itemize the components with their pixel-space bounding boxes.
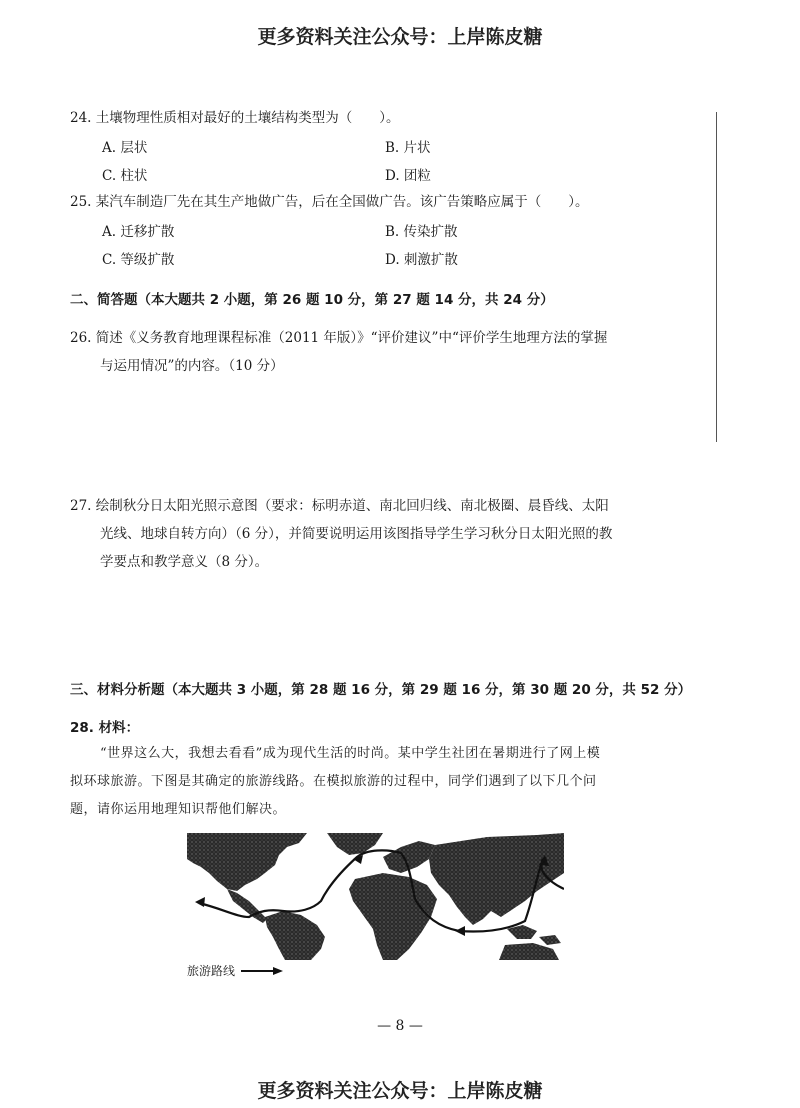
q28-line-1: “世界这么大，我想去看看”成为现代生活的时尚。某中学生社团在暑期进行了网上模: [100, 746, 601, 761]
margin-rule: [716, 112, 717, 442]
q28-line-3: 题，请你运用地理知识帮他们解决。: [70, 802, 287, 817]
world-map-svg: [187, 833, 564, 960]
q24-option-d: D. 团粒: [385, 168, 431, 184]
q27-line-3: 学要点和教学意义（8 分）。: [100, 554, 269, 570]
q24-option-c: C. 柱状: [102, 168, 148, 184]
q28-line-2: 拟环球旅游。下图是其确定的旅游线路。在模拟旅游的过程中，同学们遇到了以下几个问: [70, 774, 597, 789]
page-number: — 8 —: [377, 1018, 423, 1034]
section-3-heading: 三、材料分析题（本大题共 3 小题，第 28 题 16 分，第 29 题 16 分，第 30 题 20 分，共 52 分）: [70, 682, 692, 698]
q25-option-d: D. 刺激扩散: [385, 252, 458, 268]
q24-option-a: A. 层状: [102, 140, 148, 156]
q28-title: 28. 材料：: [70, 720, 140, 736]
q25-option-c: C. 等级扩散: [102, 252, 175, 268]
section-2-heading: 二、简答题（本大题共 2 小题，第 26 题 10 分，第 27 题 14 分，共 24 分）: [70, 292, 554, 308]
map-legend: [187, 962, 283, 979]
australia-landmass: [499, 943, 559, 960]
q27-line-2: 光线、地球自转方向）（6 分），并简要说明运用该图指导学生学习秋分日太阳光照的教: [100, 526, 613, 542]
world-route-map: [187, 833, 564, 960]
legend-arrow-icon: [239, 966, 283, 976]
q24-option-b: B. 片状: [385, 140, 431, 156]
southeast-asia-islands: [507, 925, 561, 945]
africa-landmass: [349, 873, 437, 960]
route-arrowhead: [195, 897, 205, 907]
page-footer-banner: 更多资料关注公众号：上岸陈皮糖: [257, 1080, 543, 1102]
q25-option-a: A. 迁移扩散: [102, 224, 175, 240]
q26-line-1: 26. 简述《义务教育地理课程标准（2011 年版）》“评价建议”中“评价学生地理方法的掌握: [70, 330, 608, 346]
asia-landmass: [429, 833, 564, 925]
south-america-landmass: [265, 911, 325, 960]
question-24: 24. 土壤物理性质相对最好的土壤结构类型为（ ）。: [70, 110, 400, 126]
q27-line-1: 27. 绘制秋分日太阳光照示意图（要求：标明赤道、南北回归线、南北极圈、晨昏线、太阳: [70, 498, 609, 514]
route-arrowhead: [455, 926, 465, 936]
north-america-landmass: [187, 833, 307, 891]
question-25: 25. 某汽车制造厂先在其生产地做广告，后在全国做广告。该广告策略应属于（ ）。: [70, 194, 589, 210]
q25-option-b: B. 传染扩散: [385, 224, 458, 240]
legend-label: 旅游路线: [187, 964, 236, 978]
q26-line-2: 与运用情况”的内容。（10 分）: [100, 358, 284, 374]
page-header-banner: 更多资料关注公众号：上岸陈皮糖: [257, 26, 543, 48]
question-27: [70, 492, 695, 576]
question-26: [70, 324, 695, 380]
q28-material: [70, 740, 695, 824]
